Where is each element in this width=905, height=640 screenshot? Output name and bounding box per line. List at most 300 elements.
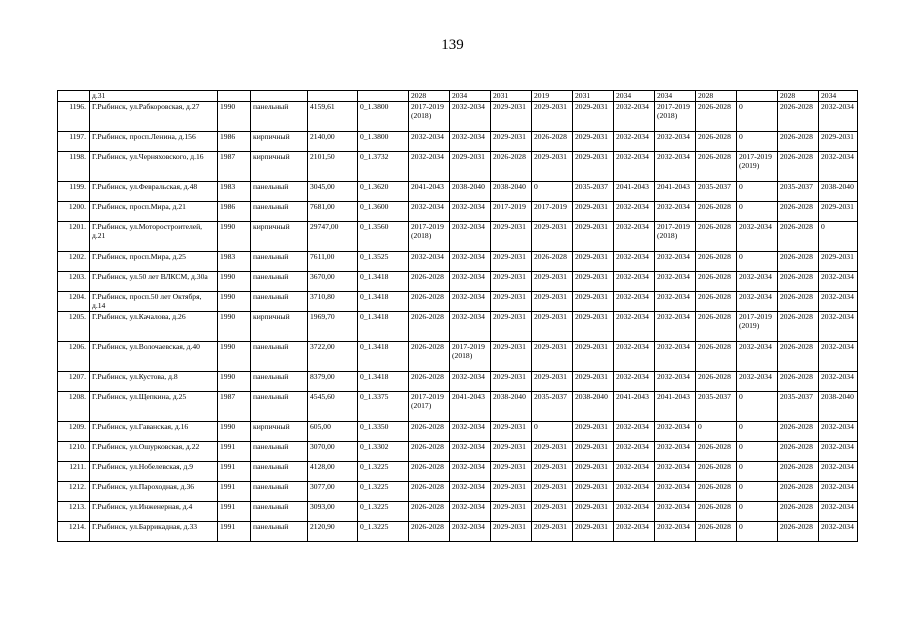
repair-period-cell: 2032-2034 [614, 461, 655, 481]
repair-period-cell: 2032-2034 [450, 101, 491, 131]
repair-period-cell: 2032-2034 [819, 101, 858, 131]
wall-material-cell: кирпичный [251, 221, 308, 251]
repair-period-cell: 0 [737, 251, 778, 271]
repair-coefficient-cell [358, 91, 409, 102]
repair-period-cell: 2017-2019 (2019) [737, 151, 778, 181]
table-row [58, 481, 858, 501]
repair-period-cell: 2029-2031 [532, 461, 573, 481]
repair-period-cell: 2026-2028 [532, 251, 573, 271]
repair-period-cell: 2032-2034 [819, 421, 858, 441]
build-year-cell: 1990 [218, 291, 251, 311]
wall-material-cell: панельный [251, 201, 308, 221]
repair-period-cell [737, 91, 778, 102]
repair-coefficient-cell: 0_1.3225 [358, 461, 409, 481]
table-row [58, 251, 858, 271]
total-area-cell: 4159,61 [308, 101, 358, 131]
wall-material-cell: панельный [251, 501, 308, 521]
repair-period-cell: 2026-2028 [696, 371, 737, 391]
repair-period-cell: 2026-2028 [409, 481, 450, 501]
repair-period-cell: 2029-2031 [450, 151, 491, 181]
table-row [58, 201, 858, 221]
repair-period-cell: 2032-2034 [819, 291, 858, 311]
address-cell: Г.Рыбинск, просп.50 лет Октября, д.14 [90, 291, 218, 311]
repair-period-cell: 2032-2034 [655, 131, 696, 151]
repair-period-cell: 2029-2031 [573, 221, 614, 251]
repair-period-cell: 2029-2031 [573, 481, 614, 501]
build-year-cell: 1990 [218, 271, 251, 291]
repair-period-cell: 2035-2037 [778, 391, 819, 421]
repair-period-cell: 2026-2028 [778, 251, 819, 271]
repair-period-cell: 2032-2034 [655, 271, 696, 291]
total-area-cell: 7681,00 [308, 201, 358, 221]
repair-period-cell: 2035-2037 [573, 181, 614, 201]
repair-period-cell: 2029-2031 [491, 311, 532, 341]
repair-period-cell: 2034 [819, 91, 858, 102]
repair-period-cell: 2032-2034 [737, 341, 778, 371]
repair-period-cell: 2032-2034 [409, 201, 450, 221]
repair-period-cell: 2035-2037 [532, 391, 573, 421]
build-year-cell: 1987 [218, 391, 251, 421]
repair-period-cell: 2029-2031 [819, 251, 858, 271]
table-row [58, 101, 858, 131]
repair-period-cell: 0 [737, 481, 778, 501]
repair-period-cell: 2029-2031 [532, 151, 573, 181]
repair-period-cell: 2032-2034 [409, 251, 450, 271]
table-row [58, 441, 858, 461]
repair-period-cell: 2026-2028 [778, 501, 819, 521]
repair-coefficient-cell: 0_1.3418 [358, 341, 409, 371]
wall-material-cell: панельный [251, 251, 308, 271]
repair-period-cell: 2026-2028 [778, 221, 819, 251]
repair-period-cell: 2032-2034 [450, 291, 491, 311]
address-cell: Г.Рыбинск, просп.Ленина, д.156 [90, 131, 218, 151]
repair-period-cell: 2029-2031 [491, 271, 532, 291]
repair-period-cell: 2038-2040 [491, 181, 532, 201]
repair-period-cell: 2026-2028 [409, 441, 450, 461]
repair-coefficient-cell: 0_1.3350 [358, 421, 409, 441]
row-number-cell: 1204. [58, 291, 90, 311]
repair-period-cell: 2032-2034 [614, 481, 655, 501]
table-row [58, 421, 858, 441]
build-year-cell: 1990 [218, 371, 251, 391]
repair-period-cell: 2026-2028 [696, 201, 737, 221]
address-cell: Г.Рыбинск, ул.50 лет ВЛКСМ, д.30а [90, 271, 218, 291]
repair-period-cell: 2032-2034 [450, 271, 491, 291]
repair-period-cell: 2032-2034 [819, 461, 858, 481]
table-row [58, 341, 858, 371]
repair-period-cell: 2026-2028 [696, 341, 737, 371]
repair-period-cell: 2017-2019 (2018) [450, 341, 491, 371]
address-cell: д.31 [90, 91, 218, 102]
build-year-cell: 1990 [218, 311, 251, 341]
repair-period-cell: 2017-2019 (2018) [655, 101, 696, 131]
wall-material-cell: панельный [251, 391, 308, 421]
wall-material-cell [251, 91, 308, 102]
repair-period-cell: 2029-2031 [573, 461, 614, 481]
address-cell: Г.Рыбинск, ул.Нобелевская, д.9 [90, 461, 218, 481]
repair-period-cell: 2032-2034 [614, 311, 655, 341]
repair-period-cell: 2032-2034 [614, 131, 655, 151]
row-number-cell [58, 91, 90, 102]
total-area-cell: 3093,00 [308, 501, 358, 521]
row-number-cell: 1214. [58, 521, 90, 541]
repair-period-cell: 2032-2034 [450, 441, 491, 461]
address-cell: Г.Рыбинск, ул.Качалова, д.26 [90, 311, 218, 341]
repair-period-cell: 2017-2019 (2018) [409, 221, 450, 251]
repair-period-cell: 2032-2034 [737, 271, 778, 291]
repair-coefficient-cell: 0_1.3375 [358, 391, 409, 421]
address-cell: Г.Рыбинск, просп.Мира, д.25 [90, 251, 218, 271]
repair-period-cell: 2032-2034 [819, 341, 858, 371]
wall-material-cell: панельный [251, 481, 308, 501]
repair-period-cell: 2032-2034 [819, 481, 858, 501]
repair-period-cell: 2026-2028 [778, 461, 819, 481]
repair-period-cell: 2032-2034 [655, 151, 696, 181]
wall-material-cell: панельный [251, 521, 308, 541]
repair-period-cell: 2026-2028 [532, 131, 573, 151]
repair-period-cell: 2032-2034 [450, 201, 491, 221]
repair-period-cell: 2026-2028 [409, 271, 450, 291]
repair-period-cell: 0 [737, 501, 778, 521]
repair-period-cell: 2029-2031 [573, 311, 614, 341]
repair-period-cell: 2026-2028 [778, 341, 819, 371]
repair-period-cell: 2029-2031 [491, 501, 532, 521]
address-cell: Г.Рыбинск, ул.Моторостроителей, д.21 [90, 221, 218, 251]
total-area-cell: 29747,00 [308, 221, 358, 251]
repair-period-cell: 2029-2031 [573, 441, 614, 461]
total-area-cell: 1969,70 [308, 311, 358, 341]
wall-material-cell: панельный [251, 101, 308, 131]
repair-period-cell: 2032-2034 [655, 481, 696, 501]
repair-period-cell: 0 [737, 461, 778, 481]
repair-period-cell: 2032-2034 [655, 251, 696, 271]
repair-period-cell: 2041-2043 [450, 391, 491, 421]
total-area-cell: 7611,00 [308, 251, 358, 271]
wall-material-cell: кирпичный [251, 151, 308, 181]
address-cell: Г.Рыбинск, ул.Рабкоровская, д.27 [90, 101, 218, 131]
table-row [58, 291, 858, 311]
repair-coefficient-cell: 0_1.3418 [358, 311, 409, 341]
repair-period-cell: 2032-2034 [614, 421, 655, 441]
repair-period-cell: 2038-2040 [819, 181, 858, 201]
repair-period-cell: 2029-2031 [491, 131, 532, 151]
repair-period-cell: 0 [737, 391, 778, 421]
address-cell: Г.Рыбинск, ул.Февральская, д.48 [90, 181, 218, 201]
repair-period-cell: 2031 [573, 91, 614, 102]
repair-period-cell: 2029-2031 [491, 521, 532, 541]
repair-period-cell: 2029-2031 [532, 311, 573, 341]
housing-repair-schedule-table [57, 90, 858, 542]
wall-material-cell: кирпичный [251, 311, 308, 341]
repair-period-cell: 2029-2031 [819, 131, 858, 151]
row-number-cell: 1208. [58, 391, 90, 421]
repair-coefficient-cell: 0_1.3302 [358, 441, 409, 461]
repair-period-cell: 2017-2019 [491, 201, 532, 221]
table-row [58, 311, 858, 341]
repair-period-cell: 2029-2031 [532, 481, 573, 501]
table-row [58, 391, 858, 421]
repair-period-cell: 2026-2028 [409, 311, 450, 341]
row-number-cell: 1200. [58, 201, 90, 221]
total-area-cell: 3670,00 [308, 271, 358, 291]
repair-coefficient-cell: 0_1.3225 [358, 481, 409, 501]
repair-period-cell: 2032-2034 [819, 521, 858, 541]
address-cell: Г.Рыбинск, ул.Баррикадная, д.33 [90, 521, 218, 541]
repair-period-cell: 2029-2031 [573, 201, 614, 221]
repair-period-cell: 2032-2034 [819, 371, 858, 391]
build-year-cell: 1990 [218, 421, 251, 441]
repair-period-cell: 2032-2034 [819, 441, 858, 461]
repair-period-cell: 2032-2034 [737, 221, 778, 251]
repair-period-cell: 2032-2034 [655, 441, 696, 461]
repair-period-cell: 2034 [614, 91, 655, 102]
repair-period-cell: 2029-2031 [532, 341, 573, 371]
table-row [58, 151, 858, 181]
repair-period-cell: 2032-2034 [450, 131, 491, 151]
total-area-cell [308, 91, 358, 102]
repair-period-cell: 2029-2031 [573, 421, 614, 441]
row-number-cell: 1206. [58, 341, 90, 371]
address-cell: Г.Рыбинск, ул.Гаванская, д.16 [90, 421, 218, 441]
row-number-cell: 1210. [58, 441, 90, 461]
build-year-cell: 1986 [218, 131, 251, 151]
address-cell: Г.Рыбинск, ул.Ошурковская, д.22 [90, 441, 218, 461]
repair-period-cell: 2026-2028 [778, 481, 819, 501]
row-number-cell: 1196. [58, 101, 90, 131]
repair-period-cell: 2028 [778, 91, 819, 102]
total-area-cell: 3070,00 [308, 441, 358, 461]
repair-period-cell: 2032-2034 [450, 501, 491, 521]
repair-period-cell: 2032-2034 [614, 371, 655, 391]
repair-period-cell: 2026-2028 [409, 501, 450, 521]
repair-period-cell: 2032-2034 [614, 151, 655, 181]
repair-coefficient-cell: 0_1.3418 [358, 291, 409, 311]
repair-period-cell: 2029-2031 [819, 201, 858, 221]
repair-period-cell: 2029-2031 [532, 521, 573, 541]
row-number-cell: 1201. [58, 221, 90, 251]
repair-period-cell: 0 [532, 421, 573, 441]
repair-period-cell: 2032-2034 [614, 271, 655, 291]
row-number-cell: 1212. [58, 481, 90, 501]
table-row [58, 91, 858, 102]
repair-period-cell: 2041-2043 [409, 181, 450, 201]
repair-period-cell: 2032-2034 [614, 501, 655, 521]
row-number-cell: 1211. [58, 461, 90, 481]
repair-period-cell: 2032-2034 [614, 101, 655, 131]
repair-period-cell: 2032-2034 [450, 461, 491, 481]
address-cell: Г.Рыбинск, ул.Пароходная, д.36 [90, 481, 218, 501]
total-area-cell: 2140,00 [308, 131, 358, 151]
repair-period-cell: 2038-2040 [819, 391, 858, 421]
repair-period-cell: 2032-2034 [614, 441, 655, 461]
repair-period-cell: 2026-2028 [409, 461, 450, 481]
repair-period-cell: 2026-2028 [696, 461, 737, 481]
row-number-cell: 1205. [58, 311, 90, 341]
repair-coefficient-cell: 0_1.3600 [358, 201, 409, 221]
repair-period-cell: 2026-2028 [696, 521, 737, 541]
repair-period-cell: 2032-2034 [819, 501, 858, 521]
row-number-cell: 1207. [58, 371, 90, 391]
repair-period-cell: 2029-2031 [491, 291, 532, 311]
repair-period-cell: 2029-2031 [573, 341, 614, 371]
repair-period-cell: 2029-2031 [491, 371, 532, 391]
repair-period-cell: 2029-2031 [532, 221, 573, 251]
repair-period-cell: 2029-2031 [532, 441, 573, 461]
repair-period-cell: 2026-2028 [778, 291, 819, 311]
repair-period-cell: 2032-2034 [450, 311, 491, 341]
repair-period-cell: 2032-2034 [614, 341, 655, 371]
repair-period-cell: 2032-2034 [450, 481, 491, 501]
build-year-cell: 1990 [218, 341, 251, 371]
repair-period-cell: 2032-2034 [450, 421, 491, 441]
repair-period-cell: 2026-2028 [778, 441, 819, 461]
repair-period-cell: 2026-2028 [409, 341, 450, 371]
repair-period-cell: 2029-2031 [573, 271, 614, 291]
repair-period-cell: 2032-2034 [819, 311, 858, 341]
repair-period-cell: 2029-2031 [532, 371, 573, 391]
repair-period-cell: 2032-2034 [614, 201, 655, 221]
build-year-cell: 1990 [218, 221, 251, 251]
row-number-cell: 1198. [58, 151, 90, 181]
address-cell: Г.Рыбинск, ул.Черняховского, д.16 [90, 151, 218, 181]
repair-period-cell: 2026-2028 [778, 101, 819, 131]
repair-period-cell: 2026-2028 [778, 421, 819, 441]
repair-period-cell: 2032-2034 [655, 311, 696, 341]
repair-period-cell: 2032-2034 [655, 521, 696, 541]
repair-period-cell: 2017-2019 (2019) [737, 311, 778, 341]
wall-material-cell: панельный [251, 341, 308, 371]
repair-period-cell: 2029-2031 [491, 251, 532, 271]
repair-coefficient-cell: 0_1.3560 [358, 221, 409, 251]
total-area-cell: 3710,80 [308, 291, 358, 311]
repair-period-cell: 2032-2034 [450, 521, 491, 541]
page-number: 139 [441, 37, 464, 53]
repair-period-cell: 2032-2034 [614, 521, 655, 541]
build-year-cell: 1991 [218, 441, 251, 461]
repair-period-cell: 0 [819, 221, 858, 251]
repair-period-cell: 0 [737, 201, 778, 221]
repair-period-cell: 2032-2034 [737, 291, 778, 311]
repair-period-cell: 2029-2031 [491, 481, 532, 501]
table-row [58, 521, 858, 541]
total-area-cell: 4545,60 [308, 391, 358, 421]
total-area-cell: 2101,50 [308, 151, 358, 181]
repair-coefficient-cell: 0_1.3225 [358, 521, 409, 541]
repair-period-cell: 2035-2037 [696, 391, 737, 421]
repair-period-cell: 0 [737, 441, 778, 461]
total-area-cell: 8379,00 [308, 371, 358, 391]
wall-material-cell: кирпичный [251, 421, 308, 441]
address-cell: Г.Рыбинск, ул.Волочаевская, д.40 [90, 341, 218, 371]
repair-period-cell: 2041-2043 [655, 391, 696, 421]
repair-period-cell: 2032-2034 [409, 131, 450, 151]
repair-period-cell: 2029-2031 [573, 371, 614, 391]
repair-period-cell: 2032-2034 [655, 501, 696, 521]
build-year-cell: 1991 [218, 501, 251, 521]
repair-period-cell: 2026-2028 [778, 151, 819, 181]
repair-period-cell: 2026-2028 [696, 101, 737, 131]
repair-period-cell: 2029-2031 [573, 101, 614, 131]
repair-period-cell: 2038-2040 [491, 391, 532, 421]
repair-period-cell: 2041-2043 [614, 391, 655, 421]
address-cell: Г.Рыбинск, ул.Щепкина, д.25 [90, 391, 218, 421]
address-cell: Г.Рыбинск, просп.Мира, д.21 [90, 201, 218, 221]
repair-period-cell: 2028 [696, 91, 737, 102]
repair-period-cell: 2026-2028 [696, 291, 737, 311]
build-year-cell: 1990 [218, 101, 251, 131]
repair-period-cell: 2032-2034 [614, 221, 655, 251]
table-row [58, 271, 858, 291]
repair-period-cell: 2034 [450, 91, 491, 102]
repair-period-cell: 2026-2028 [696, 501, 737, 521]
wall-material-cell: панельный [251, 371, 308, 391]
total-area-cell: 4128,00 [308, 461, 358, 481]
row-number-cell: 1209. [58, 421, 90, 441]
address-cell: Г.Рыбинск, ул.Кустова, д.8 [90, 371, 218, 391]
total-area-cell: 3077,00 [308, 481, 358, 501]
address-cell: Г.Рыбинск, ул.Инженерная, д.4 [90, 501, 218, 521]
repair-period-cell: 2026-2028 [696, 251, 737, 271]
repair-period-cell: 2032-2034 [819, 271, 858, 291]
repair-period-cell: 2028 [409, 91, 450, 102]
repair-period-cell: 2035-2037 [696, 181, 737, 201]
repair-period-cell: 2041-2043 [655, 181, 696, 201]
repair-period-cell: 2029-2031 [532, 501, 573, 521]
repair-coefficient-cell: 0_1.3525 [358, 251, 409, 271]
repair-period-cell: 2026-2028 [696, 441, 737, 461]
table-row [58, 371, 858, 391]
repair-period-cell: 2026-2028 [409, 371, 450, 391]
repair-period-cell: 2032-2034 [450, 221, 491, 251]
repair-period-cell: 2026-2028 [696, 131, 737, 151]
repair-period-cell: 2032-2034 [655, 421, 696, 441]
build-year-cell [218, 91, 251, 102]
repair-period-cell: 2017-2019 [532, 201, 573, 221]
repair-period-cell: 2032-2034 [655, 461, 696, 481]
build-year-cell: 1986 [218, 201, 251, 221]
repair-period-cell: 2032-2034 [655, 201, 696, 221]
build-year-cell: 1991 [218, 521, 251, 541]
total-area-cell: 3722,00 [308, 341, 358, 371]
repair-period-cell: 2032-2034 [819, 151, 858, 181]
repair-period-cell: 2032-2034 [450, 251, 491, 271]
repair-period-cell: 2032-2034 [450, 371, 491, 391]
repair-period-cell: 2032-2034 [614, 291, 655, 311]
repair-period-cell: 2017-2019 (2018) [655, 221, 696, 251]
repair-coefficient-cell: 0_1.3800 [358, 131, 409, 151]
wall-material-cell: кирпичный [251, 131, 308, 151]
repair-period-cell: 2032-2034 [737, 371, 778, 391]
repair-period-cell: 2029-2031 [491, 341, 532, 371]
table-row [58, 131, 858, 151]
repair-coefficient-cell: 0_1.3732 [358, 151, 409, 181]
wall-material-cell: панельный [251, 181, 308, 201]
repair-period-cell: 2026-2028 [778, 311, 819, 341]
repair-period-cell: 2029-2031 [491, 441, 532, 461]
repair-period-cell: 2026-2028 [778, 371, 819, 391]
repair-period-cell: 2026-2028 [696, 221, 737, 251]
repair-period-cell: 2026-2028 [778, 271, 819, 291]
repair-period-cell: 2038-2040 [450, 181, 491, 201]
repair-period-cell: 2029-2031 [573, 251, 614, 271]
total-area-cell: 2120,90 [308, 521, 358, 541]
repair-period-cell: 2017-2019 (2017) [409, 391, 450, 421]
row-number-cell: 1203. [58, 271, 90, 291]
repair-period-cell: 2029-2031 [532, 271, 573, 291]
table-row [58, 181, 858, 201]
table-row [58, 221, 858, 251]
repair-period-cell: 2026-2028 [491, 151, 532, 181]
